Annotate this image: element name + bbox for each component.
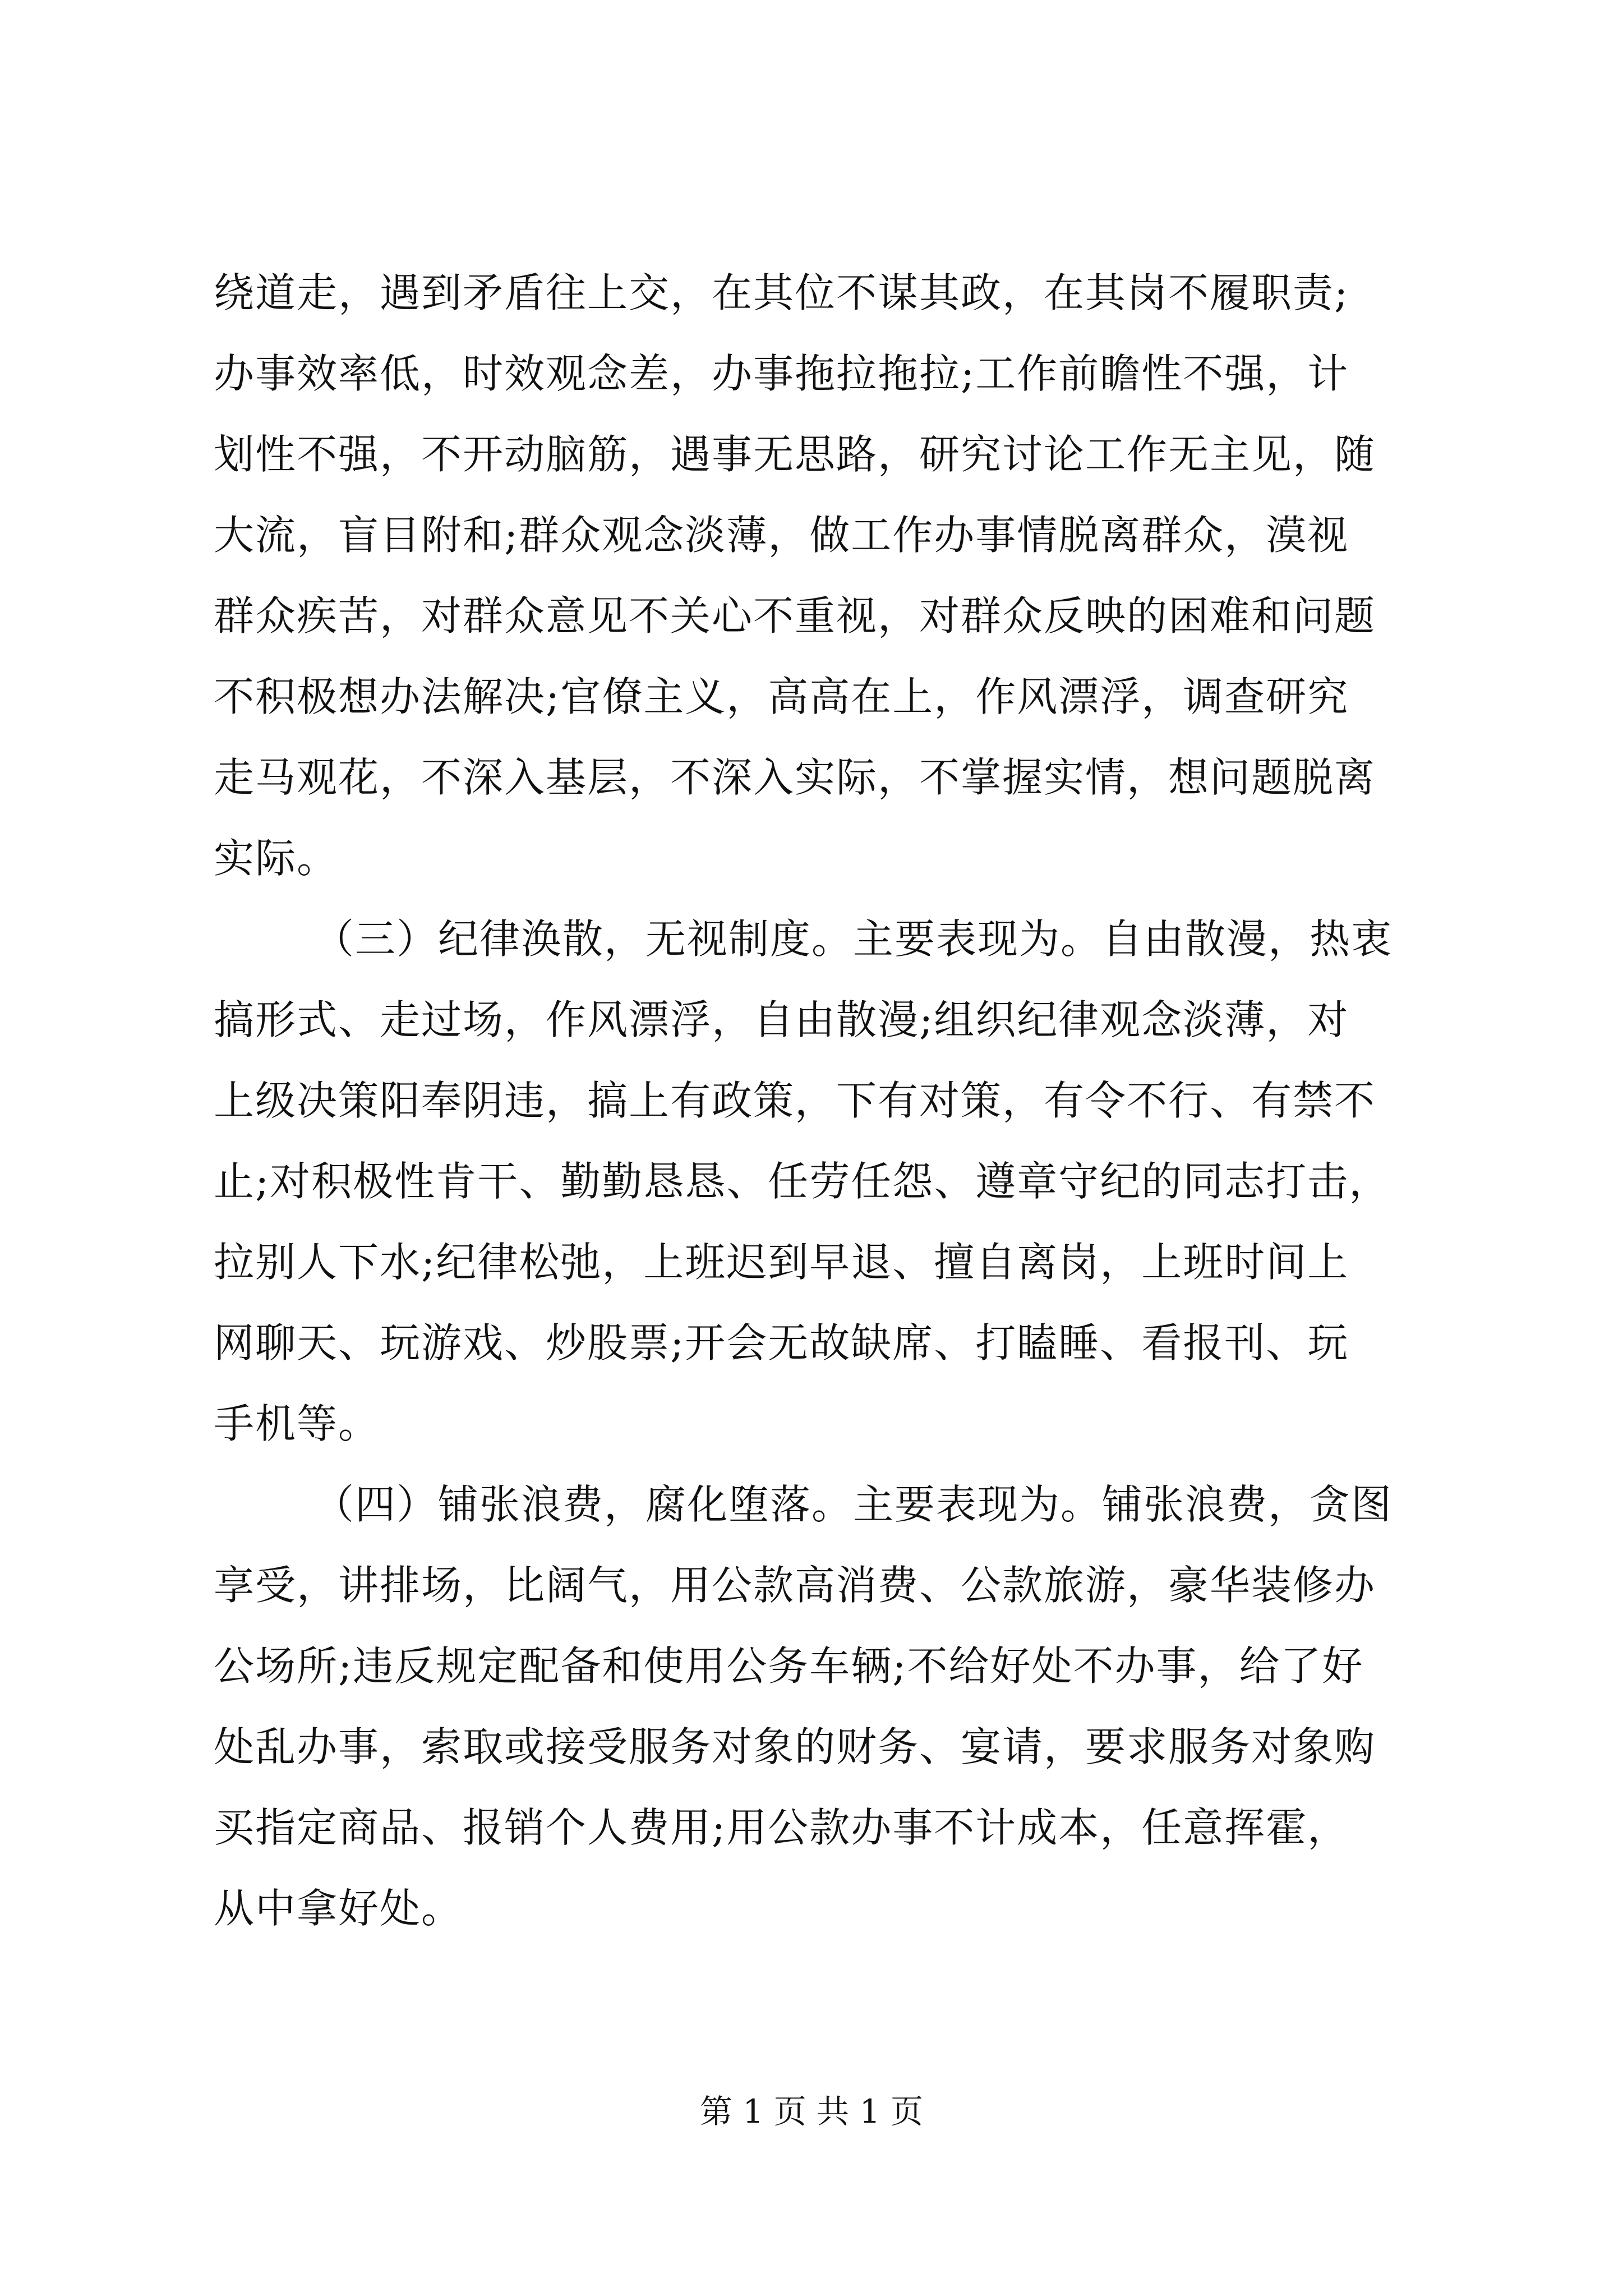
text-line: 手机等。 xyxy=(214,1400,380,1447)
text-line: 从中拿好处。 xyxy=(214,1885,463,1932)
text-line: 公场所;违反规定配备和使用公务车辆;不给好处不办事，给了好 xyxy=(214,1642,1364,1690)
text-line: 实际。 xyxy=(214,835,339,882)
text-line: 绕道走，遇到矛盾往上交，在其位不谋其政，在其岗不履职责; xyxy=(214,269,1349,316)
text-line: 不积极想办法解决;官僚主义，高高在上，作风漂浮，调查研究 xyxy=(214,673,1349,720)
text-line: 处乱办事，索取或接受服务对象的财务、宴请，要求服务对象购 xyxy=(214,1723,1376,1770)
document-body xyxy=(214,252,1447,1949)
text-line: 上级决策阳奉阴违，搞上有政策，下有对策，有令不行、有禁不 xyxy=(214,1077,1376,1124)
text-line: 走马观花，不深入基层，不深入实际，不掌握实情，想问题脱离 xyxy=(214,754,1376,801)
section-heading-line: （四）铺张浪费，腐化堕落。主要表现为。铺张浪费，贪图 xyxy=(313,1481,1393,1528)
text-line: 划性不强，不开动脑筋，遇事无思路，研究讨论工作无主见，随 xyxy=(214,431,1376,478)
text-line: 群众疾苦，对群众意见不关心不重视，对群众反映的困难和问题 xyxy=(214,592,1376,639)
text-line: 拉别人下水;纪律松弛，上班迟到早退、擅自离岗，上班时间上 xyxy=(214,1239,1349,1286)
text-line: 止;对积极性肯干、勤勤恳恳、任劳任怨、遵章守纪的同志打击， xyxy=(214,1158,1391,1205)
text-line: 搞形式、走过场，作风漂浮，自由散漫;组织纪律观念淡薄，对 xyxy=(214,996,1349,1043)
section-heading-line: （三）纪律涣散，无视制度。主要表现为。自由散漫，热衷 xyxy=(313,915,1393,963)
text-line: 买指定商品、报销个人费用;用公款办事不计成本，任意挥霍， xyxy=(214,1804,1349,1851)
text-line: 办事效率低，时效观念差，办事拖拉拖拉;工作前瞻性不强，计 xyxy=(214,350,1349,397)
text-line: 享受，讲排场，比阔气，用公款高消费、公款旅游，豪华装修办 xyxy=(214,1562,1376,1609)
text-line: 网聊天、玩游戏、炒股票;开会无故缺席、打瞌睡、看报刊、玩 xyxy=(214,1319,1349,1366)
page-number-footer: 第 1 页 共 1 页 xyxy=(700,2092,923,2131)
text-line: 大流，盲目附和;群众观念淡薄，做工作办事情脱离群众，漠视 xyxy=(214,512,1349,559)
